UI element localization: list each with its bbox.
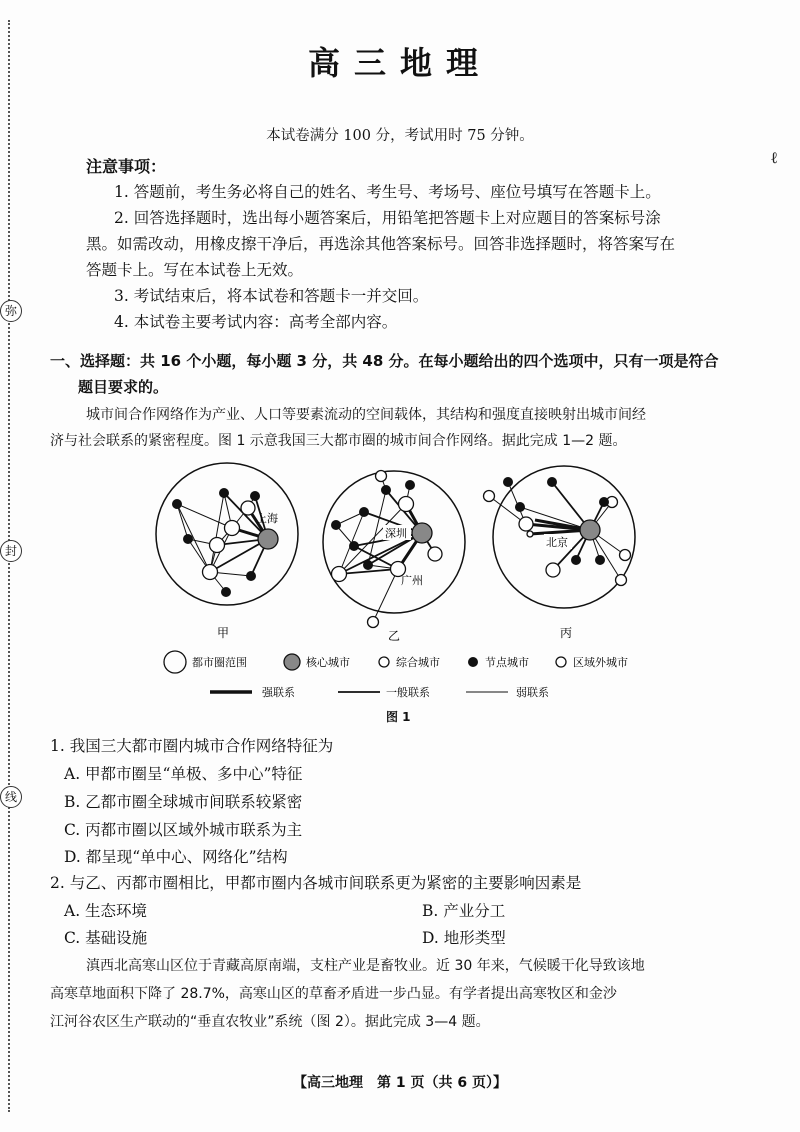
exam-info: 本试卷满分 100 分，考试用时 75 分钟。: [266, 128, 534, 144]
legend-node-city: 节点城市: [485, 656, 529, 669]
notice-line: 黑。如需改动，用橡皮擦干净后，再选涂其他答案标号。回答非选择题时，将答案写在: [86, 235, 676, 253]
figure-legend: [164, 651, 628, 699]
seal-mark-feng: 封: [0, 540, 22, 562]
notice-line: 4. 本试卷主要考试内容：高考全部内容。: [114, 313, 398, 331]
passage-2-text: 高寒草地面积下降了 28.7%，高寒山区的草畜矛盾进一步凸显。有学者提出高寒牧区和金沙: [50, 986, 617, 1002]
intro-text: 济与社会联系的紧密程度。图 1 示意我国三大都市圈的城市间合作网络。据此完成 1—2 题。: [50, 433, 627, 449]
q1-option-d: D. 都呈现“单中心、网络化”结构: [64, 848, 288, 866]
pen-mark: ℓ: [770, 148, 778, 167]
legend-strong-link: 强联系: [262, 686, 295, 699]
legend-normal-link: 一般联系: [386, 686, 430, 699]
q1-option-c: C. 丙都市圈以区域外城市联系为主: [64, 821, 303, 839]
panel-yi: [323, 471, 465, 644]
panel-bing: [484, 466, 636, 640]
binding-dotted-line: [8, 20, 10, 1112]
legend-metro-area: 都市圈范围: [192, 656, 247, 669]
legend-core-city: 核心城市: [306, 656, 350, 669]
panel-jia: [156, 463, 298, 640]
q1-option-a: A. 甲都市圈呈“单极、多中心”特征: [64, 765, 303, 783]
seal-mark-mi: 弥: [0, 300, 22, 322]
figure-1-network-diagram: [140, 462, 670, 712]
core-label-beijing: 北京: [546, 536, 568, 549]
panel-label-bing: 丙: [560, 626, 573, 640]
legend-comprehensive-city: 综合城市: [396, 656, 440, 669]
page-title: 高三地理: [307, 44, 492, 82]
notice-line: 1. 答题前，考生务必将自己的姓名、考生号、考场号、座位号填写在答题卡上。: [114, 183, 661, 201]
seal-mark-xian: 线: [0, 786, 22, 808]
legend-weak-link: 弱联系: [516, 686, 549, 699]
question-1-stem: 1. 我国三大都市圈内城市合作网络特征为: [50, 737, 334, 755]
q2-option-b: B. 产业分工: [422, 902, 506, 920]
q2-option-c: C. 基础设施: [64, 929, 148, 947]
question-2-stem: 2. 与乙、丙都市圈相比，甲都市圈内各城市间联系更为紧密的主要影响因素是: [50, 874, 582, 892]
core-label-shenzhen: 深圳: [385, 527, 407, 540]
notice-heading: 注意事项：: [86, 157, 167, 176]
figure-caption: 图 1: [386, 710, 411, 724]
page-footer: 【高三地理 第 1 页（共 6 页）】: [293, 1075, 507, 1091]
section-heading: 一、选择题：共 16 个小题，每小题 3 分，共 48 分。在每小题给出的四个选项中，只有一项是符合: [50, 352, 719, 370]
q2-option-d: D. 地形类型: [422, 929, 506, 947]
section-heading-cont: 题目要求的。: [78, 378, 169, 396]
q2-option-a: A. 生态环境: [64, 902, 148, 920]
intro-text: 城市间合作网络作为产业、人口等要素流动的空间载体，其结构和强度直接映射出城市间经: [86, 407, 646, 423]
panel-label-jia: 甲: [217, 626, 230, 640]
notice-line: 答题卡上。写在本试卷上无效。: [86, 261, 304, 279]
core-label-shanghai: 上海: [256, 512, 278, 525]
notice-line: 3. 考试结束后，将本试卷和答题卡一并交回。: [114, 287, 429, 305]
panel-label-yi: 乙: [388, 629, 401, 643]
core-label-guangzhou: 广州: [401, 574, 423, 587]
q1-option-b: B. 乙都市圈全球城市间联系较紧密: [64, 793, 303, 811]
legend-outside-city: 区域外城市: [573, 656, 628, 669]
notice-line: 2. 回答选择题时，选出每小题答案后，用铅笔把答题卡上对应题目的答案标号涂: [114, 209, 661, 227]
passage-2-text: 江河谷农区生产联动的“垂直农牧业”系统（图 2）。据此完成 3—4 题。: [50, 1014, 490, 1030]
passage-2-text: 滇西北高寒山区位于青藏高原南端，支柱产业是畜牧业。近 30 年来，气候暖干化导致该地: [86, 958, 645, 974]
